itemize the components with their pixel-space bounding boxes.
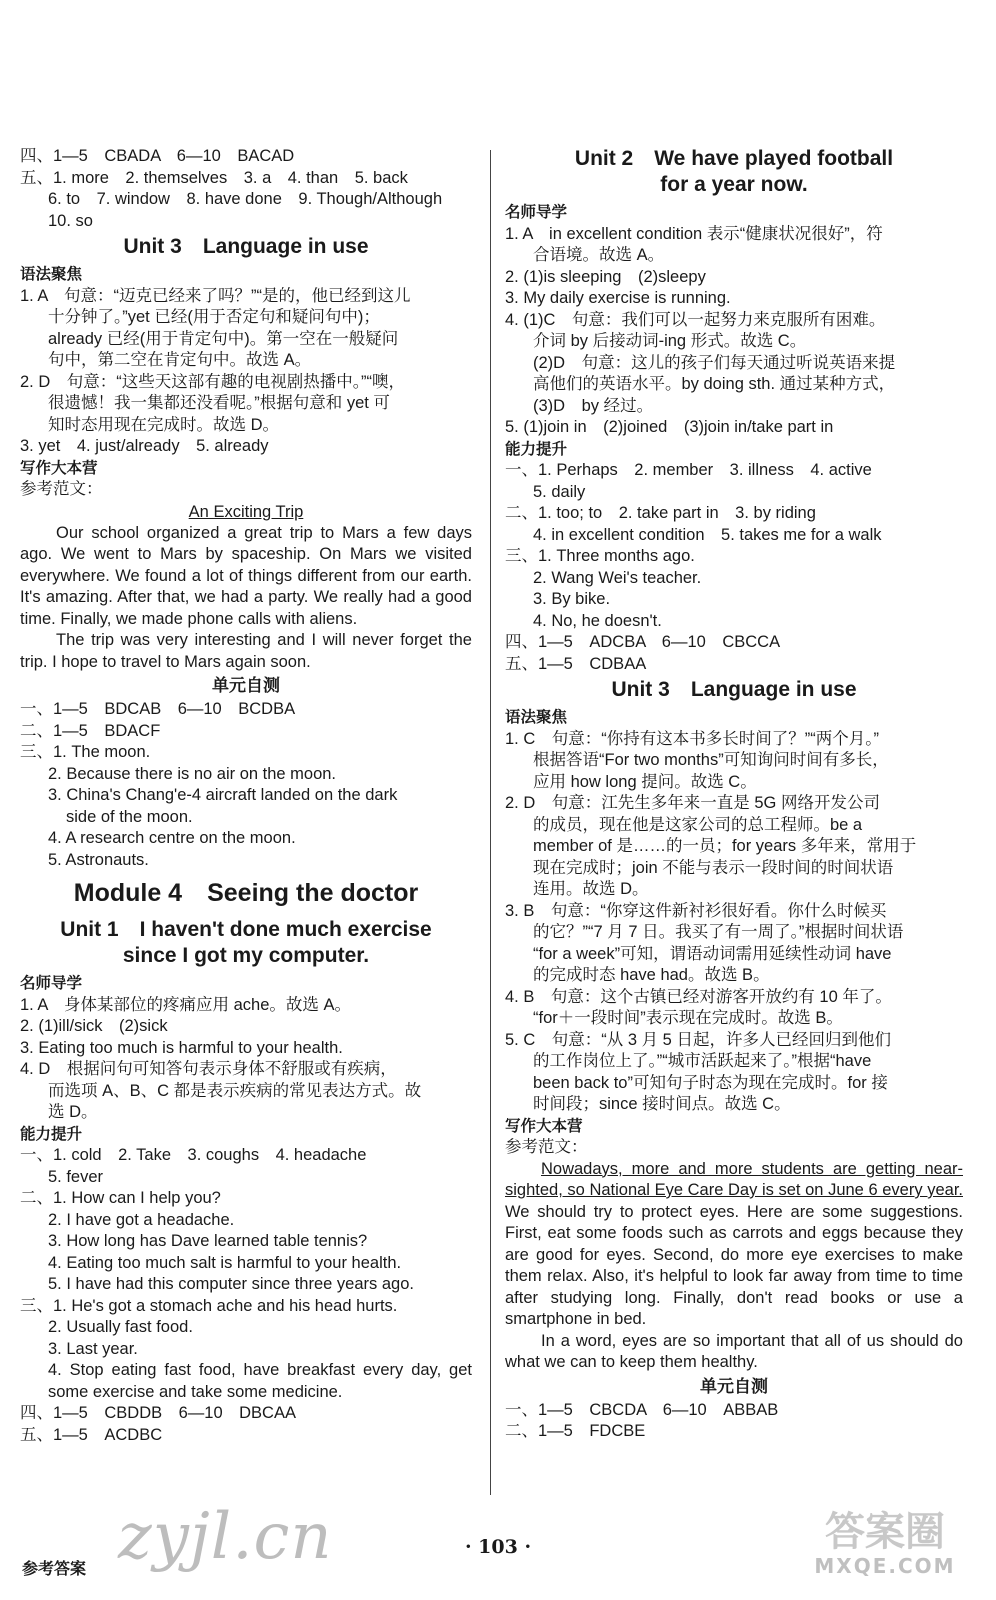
essay-underlined-text: Nowadays, more and more students are getting near-sighted, so National Eye Care Day is set on June 6 every year. <box>505 1159 963 1199</box>
answer-line: 应用 how long 提问。故选 C。 <box>533 772 757 791</box>
essay-paragraph: The trip was very interesting and I will never forget the trip. I hope to travel to Mars again soon. <box>20 631 472 671</box>
sample-label: 参考范文： <box>20 480 103 498</box>
left-column <box>20 146 472 1446</box>
page-number: · 103 · <box>464 1536 532 1558</box>
unit-title: Unit 3 Language in use <box>123 235 369 258</box>
answer-line: 的工作岗位上了。”“城市活跃起来了。”根据“have <box>533 1052 872 1070</box>
answer-line: 知时态用现在完成时。故选 D。 <box>48 415 279 434</box>
answer-line: 根据答语“For two months”可知询问时间有多长， <box>533 751 889 769</box>
answer-line: 5. I have had this computer since three years ago. <box>48 1275 414 1293</box>
column-divider <box>490 150 491 1495</box>
essay-title <box>20 501 472 523</box>
answer-line: 介词 by 后接动词-ing 形式。故选 C。 <box>533 332 807 350</box>
unit-title: for a year now. <box>660 173 808 196</box>
section-header: 写作大本营 <box>20 458 98 477</box>
answer-line: 2. (1)is sleeping (2)sleepy <box>505 267 706 286</box>
footer-label: 参考答案 <box>22 1559 87 1578</box>
section-header: 名师导学 <box>505 203 568 221</box>
answer-line: 3. My daily exercise is running. <box>505 289 731 307</box>
answer-line: 的完成时态 have had。故选 B。 <box>533 966 770 984</box>
answer-line: side of the moon. <box>66 807 193 826</box>
right-column <box>505 146 963 1443</box>
watermark-site-text: MXQE.COM <box>814 1554 956 1578</box>
answer-line: (3)D by 经过。 <box>533 396 654 415</box>
answer-line: 很遗憾！我一集都还没看呢。”根据句意和 yet 可 <box>48 394 390 412</box>
watermark-logo: zyjl.cn <box>118 1500 333 1574</box>
answer-line: 5. fever <box>48 1167 104 1186</box>
section-header: 能力提升 <box>20 1124 83 1143</box>
answer-line: 1. A 句意：“迈克已经来了吗？”“是的，他已经到这儿 <box>20 286 411 305</box>
selftest-header: 单元自测 <box>700 1376 768 1397</box>
answer-line: 二、1. How can I help you? <box>20 1189 221 1207</box>
answer-line: 10. so <box>48 211 93 230</box>
answer-line: 5. (1)join in (2)joined (3)join in/take part in <box>505 418 834 436</box>
answer-line: “for＋一段时间”表示现在完成时。故选 B。 <box>533 1009 843 1027</box>
answer-line: 连用。故选 D。 <box>533 880 649 898</box>
answer-line: 三、1. He's got a stomach ache and his head hurts. <box>20 1296 398 1315</box>
answer-line: 四、1—5 CBADA 6—10 BACAD <box>20 147 295 165</box>
answer-line: 4. No, he doesn't. <box>533 611 662 630</box>
essay-paragraph: Our school organized a great trip to Mars a few days ago. We went to Mars by spaceship. On Mars we visited everywhere. We found a lot of things different from our earth. It's amazing. After that, we had a party. We really had a good time. Finally, we made phone calls with aliens. <box>20 523 472 628</box>
answer-line: 2. I have got a headache. <box>48 1210 235 1229</box>
answer-line: 十分钟了。”yet 已经(用于否定句和疑问句中)； <box>48 308 380 326</box>
answer-line: 的它？”“7 月 7 日。我买了有一周了。”根据时间状语 <box>533 923 904 941</box>
answer-line: 2. (1)ill/sick (2)sick <box>20 1017 168 1035</box>
answer-line: 一、1. Perhaps 2. member 3. illness 4. active <box>505 461 872 479</box>
answer-line: 2. Usually fast food. <box>48 1318 193 1336</box>
section-header: 语法聚焦 <box>20 265 83 283</box>
answer-line: 三、1. Three months ago. <box>505 547 695 565</box>
answer-line: 3. B 句意：“你穿这件新衬衫很好看。你什么时候买 <box>505 901 887 920</box>
answer-line: 2. D 句意：“这些天这部有趣的电视剧热播中。”“噢， <box>20 372 405 391</box>
answer-line: 合语境。故选 A。 <box>533 246 665 264</box>
answer-line: 4. (1)C 句意：我们可以一起努力来克服所有困难。 <box>505 310 886 329</box>
answer-line: 3. yet 4. just/already 5. already <box>20 437 269 455</box>
section-header: 名师导学 <box>20 974 83 992</box>
sample-label: 参考范文： <box>505 1138 588 1156</box>
answer-line: 一、1—5 BDCAB 6—10 BCDBA <box>20 700 296 718</box>
answer-line: 四、1—5 ADCBA 6—10 CBCCA <box>505 633 781 651</box>
section-header: 写作大本营 <box>505 1116 583 1135</box>
answer-line: “for a week”可知，谓语动词需用延续性动词 have <box>533 944 892 963</box>
answer-line: 5. daily <box>533 482 586 501</box>
answer-line: already 已经(用于肯定句中)。第一空在一般疑问 <box>48 329 399 348</box>
answer-line: been back to”可知句子时态为现在完成时。for 接 <box>533 1073 888 1092</box>
answer-line: 二、1. too; to 2. take part in 3. by riding <box>505 504 816 522</box>
unit-title: Unit 2 We have played football <box>574 147 894 170</box>
answer-line: 3. How long has Dave learned table tennis? <box>48 1232 368 1250</box>
essay-title-text: An Exciting Trip <box>188 502 304 521</box>
answer-line: 2. D 句意：江先生多年来一直是 5G 网络开发公司 <box>505 794 880 812</box>
answer-line: 1. A 身体某部位的疼痛应用 ache。故选 A。 <box>20 995 351 1014</box>
answer-line: 现在完成时；join 不能与表示一段时间的时间状语 <box>533 858 894 877</box>
answer-line: 一、1. cold 2. Take 3. coughs 4. headache <box>20 1146 367 1164</box>
answer-line: 五、1. more 2. themselves 3. a 4. than 5. back <box>20 168 408 187</box>
module-title: Module 4 Seeing the doctor <box>73 879 419 907</box>
answer-line: 五、1—5 ACDBC <box>20 1425 163 1444</box>
answer-line: 五、1—5 CDBAA <box>505 654 647 673</box>
answer-line: 二、1—5 BDACF <box>20 721 161 740</box>
essay-paragraph <box>505 1159 963 1331</box>
answer-line: 5. Astronauts. <box>48 850 149 869</box>
answer-line: (2)D 句意：这儿的孩子们每天通过听说英语来提 <box>533 353 896 372</box>
essay-paragraph: In a word, eyes are so important that all of us should do what we can to keep them healthy. <box>505 1331 963 1371</box>
selftest-header: 单元自测 <box>212 676 280 696</box>
answer-line: 3. By bike. <box>533 590 611 608</box>
watermark-stamp-text: 答案圈 <box>825 1509 945 1555</box>
answer-line: 三、1. The moon. <box>20 743 151 761</box>
answer-line: 一、1—5 CBCDA 6—10 ABBAB <box>505 1400 779 1419</box>
answer-line: 4. D 根据问句可知答句表示身体不舒服或有疾病， <box>20 1060 397 1078</box>
watermark-stamp <box>800 1510 970 1578</box>
unit-title: since I got my computer. <box>122 944 370 967</box>
answer-line: 选 D。 <box>48 1103 98 1121</box>
answer-line: 高他们的英语水平。by doing sth. 通过某种方式， <box>533 375 896 393</box>
answer-line: 2. Because there is no air on the moon. <box>48 764 337 783</box>
unit-title: Unit 1 I haven't done much exercise <box>60 918 432 941</box>
unit-title: Unit 3 Language in use <box>611 678 857 701</box>
answer-line: 5. C 句意：“从 3 月 5 日起，许多人已经回归到他们 <box>505 1030 891 1049</box>
answer-line: 1. A in excellent condition 表示“健康状况很好”，符 <box>505 224 883 243</box>
answer-line: 的成员，现在他是这家公司的总工程师。be a <box>533 815 863 834</box>
answer-line: 1. C 句意：“你持有这本书多长时间了？”“两个月。” <box>505 729 879 748</box>
answer-line: 2. Wang Wei's teacher. <box>533 568 702 587</box>
answer-line: 时间段；since 接时间点。故选 C。 <box>533 1095 791 1113</box>
answer-line: 二、1—5 FDCBE <box>505 1422 646 1440</box>
answer-line: 6. to 7. window 8. have done 9. Though/Although <box>48 190 443 208</box>
section-header: 能力提升 <box>505 439 568 458</box>
answer-line: 句中，第二空在肯定句中。故选 A。 <box>48 351 312 369</box>
answer-line: 而选项 A、B、C 都是表示疾病的常见表达方式。故 <box>48 1081 422 1100</box>
answer-line: 3. China's Chang'e-4 aircraft landed on the dark <box>48 786 398 804</box>
answer-line: 4. A research centre on the moon. <box>48 829 296 847</box>
answer-line: 4. Stop eating fast food, have breakfast every day, get some exercise and take some medicine. <box>48 1361 472 1401</box>
answer-line: 3. Last year. <box>48 1339 138 1358</box>
answer-line: 4. Eating too much salt is harmful to your health. <box>48 1253 402 1272</box>
section-header: 语法聚焦 <box>505 708 568 726</box>
answer-line: 3. Eating too much is harmful to your health. <box>20 1038 343 1057</box>
answer-line: 4. in excellent condition 5. takes me for a walk <box>533 525 882 544</box>
answer-line: 四、1—5 CBDDB 6—10 DBCAA <box>20 1404 296 1422</box>
answer-line: member of 是……的一员；for years 多年来，常用于 <box>533 837 917 855</box>
essay-text: We should try to protect eyes. Here are some suggestions. First, eat some foods such as carrots and eggs because they are good for eyes. Second, do more eye exercises to make them relax. Also, it's helpful to look far away from time to time after studying long. Finally, don't read books or use a smartphone in bed. <box>505 1202 963 1328</box>
answer-line: 4. B 句意：这个古镇已经对游客开放约有 10 年了。 <box>505 987 892 1006</box>
